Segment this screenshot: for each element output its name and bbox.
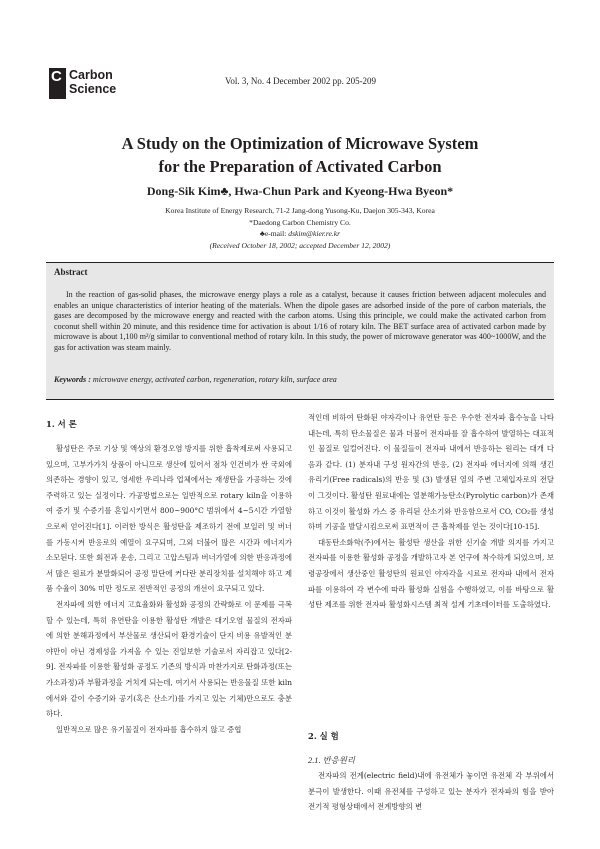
email-label: ♣e-mail: (259, 229, 287, 239)
keywords-label: Keywords : (54, 375, 91, 384)
keywords (54, 375, 546, 384)
affiliations (60, 205, 540, 251)
email-line (60, 228, 540, 240)
journal-info: Vol. 3, No. 4 December 2002 pp. 205-209 (225, 76, 377, 86)
email: dskim@kier.re.kr (288, 229, 341, 239)
intro-paragraph-2: 전자파에 의한 에너지 고효율화와 활성화 공정의 간략화로 이 문제를 극복할 수 있는데, 특히 유연탄을 이용한 활성탄 개발은 대기오염 물질의 전자파에 의한 분해과정에서 부산물로 생산되어 환경기술이 단지 비용 유발적인 분야만이 아닌 경제성을 가져올 수 있는 진일보한 기술로서 자리잡고 있다[2-9]. 전자파를 이용한 활성화 공정도 기존의 방식과 마찬가지로 탄화과정(또는 가소과정)과 부활과정을 거치게 되는데, 여기서 사용되는 반응물질 또한 kiln에서와 같이 수증기와 공기(혹은 산소기)를 가지고 있는 기체)만으로도 충분하다. (46, 599, 292, 719)
paper-title (60, 132, 540, 178)
intro-paragraph-1: 활성탄은 주로 기상 및 액상의 환경오염 방지를 위한 흡착제로써 사용되고 있으며, 고부가가치 상품이 아니므로 생산에 있어서 점차 인건비가 싼 국외에 의존하는 경향이 있고, 영세한 우리나라 업체에서는 재생탄을 가공하는 것에 주력하고 있는 실정이다. 가공방법으로는 일반적으로 rotary kiln을 이용하여 증기 및 수증기를 혼입시키면서 800~900°C 범위에서 4~5시간 가열함으로써 얻어진다[1]. 이러한 방식은 활성탄을 제조하기 전에 보일러 및 버너를 가동시켜 반응로의 예열이 요구되며, 그외 더불어 많은 시간과 에너지가 소모된다. 또한 회전과 운송, 그리고 고압스팀과 버너가열에 의한 반응과정에서 많은 원료가 분말화되어 공정 말단에 커다란 분리장치를 설치해야 하고 제품 수율이 30% 미만 정도로 전반적인 공정의 개선이 요구되고 있다. (46, 444, 292, 594)
logo-mark (49, 68, 66, 99)
experiment-heading: 2. 실 험 (308, 731, 339, 741)
right-paragraph-1: 적인데 비하여 탄화된 야자각이나 유연탄 등은 우수한 전자파 흡수능을 나타내는데, 특히 탄소물질은 물과 더불어 전자파를 잘 흡수하여 발열하는 대표적인 물질로 일컬어진다. 이 물질들이 전자파 내에서 반응하는 원리는 대개 다음과 같다. (1) 분자내 구성 원자간의 반응, (2) 전자파 에너지에 의해 생긴 유리기(Free radicals)의 반응 및 (3) 발생된 열의 주변 고체입자로의 전달이 그것이다. 활성탄 원료내에는 열분해가능탄소(Pyrolytic carbon)가 존재하고 이것이 활성화 가스 중 유리된 산소기와 반응함으로서 CO, CO₂를 생성하며 기공을 발달시킴으로써 표면적이 큰 흡착제를 얻는 것이다[10-15]. (308, 413, 554, 532)
abstract-text: In the reaction of gas-solid phases, the microwave energy plays a role as a catalyst, because it causes friction between adjacent molecules and enables an unique characteristics of interior heating of the materials. When the dipole gases are adsorbed inside of the pore of carbon materials, the gases are decomposed by the microwave energy and reacted with the carbon atoms. Using this principle, we could make the activated carbon from coconut shell within 20 minute, and this residence time for activation is about 1/16 of rotary kiln. The BET surface area of activated carbon made by microwave is about 1,100 m²/g similar to conventional method of rotary kiln. In this study, the power of microwave generator was 400~1000W, and the gas for activation was steam mainly. (54, 290, 546, 352)
affiliation2: *Daedong Carbon Chemistry Co. (249, 217, 351, 227)
journal-logo (49, 68, 116, 99)
reaction-principle-heading: 2.1. 반응원리 (308, 756, 356, 765)
logo-line2: Science (69, 82, 117, 96)
left-column (46, 441, 292, 737)
logo-text (69, 68, 116, 96)
title-line1: A Study on the Optimization of Microwave System (121, 134, 479, 153)
right-column (308, 410, 554, 613)
abstract-box (46, 262, 554, 400)
affiliation: Korea Institute of Energy Research, 71-2 Jang-dong Yusong-Ku, Daejon 305-343, Korea (165, 206, 435, 215)
keywords-list: microwave energy, activated carbon, regeneration, rotary kiln, surface area (92, 375, 337, 384)
title-line2: for the Preparation of Activated Carbon (158, 157, 442, 176)
right-paragraph-2: 대동탄소화학(주)에서는 활성탄 생산을 위한 신기술 개발 의지를 가지고 전자파를 이용한 활성화 공정을 개발하고자 본 연구에 착수하게 되었으며, 보령공장에서 생산중인 활성탄의 원료인 야자각을 시료로 전자파 내에서 전자파를 이용하여 각 변수에 따라 활성화 실험을 수행하였고, 이를 바탕으로 활성탄 제조를 위한 전자파 활성화시스템 최적 설계 기초데이터를 도출하였다. (308, 537, 554, 610)
authors: Dong-Sik Kim♣, Hwa-Chun Park and Kyeong-Hwa Byeon* (146, 184, 454, 198)
logo-line1: Carbon (69, 68, 113, 82)
abstract-heading: Abstract (54, 267, 88, 277)
intro-heading: 1. 서 론 (46, 419, 77, 429)
right-column-bottom (308, 768, 554, 815)
intro-paragraph-3: 일반적으로 많은 유기물질이 전자파를 흡수하지 않고 증협 (56, 724, 242, 734)
right-paragraph-3: 전자파의 전계(electric field)내에 유전체가 놓이면 유전체 각 부위에서 분극이 발생한다. 이때 유전체를 구성하고 있는 분자가 전자파의 힘을 받아 전기적 평형상태에서 전계방향의 변 (308, 771, 554, 812)
logo-letter: C (51, 68, 62, 85)
dates: (Received October 18, 2002; accepted December 12, 2002) (209, 240, 391, 250)
